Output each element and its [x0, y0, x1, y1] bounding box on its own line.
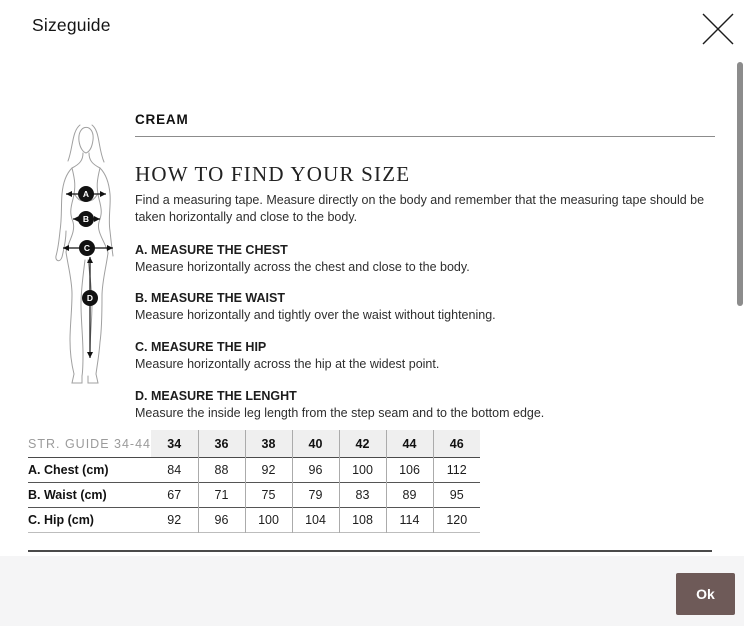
size-guide-label: STR. GUIDE 34-44 — [28, 436, 151, 451]
footer-divider — [28, 550, 712, 552]
table-row-chest — [28, 458, 480, 483]
cell-value: 112 — [433, 458, 480, 483]
table-row-waist — [28, 483, 480, 508]
body-figure-illustration — [42, 110, 132, 388]
figure-label-d: D — [86, 293, 94, 303]
section-title: D. MEASURE THE LENGHT — [135, 389, 297, 404]
cell-value: 83 — [339, 483, 386, 508]
brand-name: CREAM — [135, 112, 715, 137]
size-column-header: 38 — [245, 430, 292, 458]
table-row-hip — [28, 508, 480, 533]
figure-label-b: B — [82, 214, 90, 224]
section-chest — [135, 243, 715, 276]
cell-value: 95 — [433, 483, 480, 508]
cell-value: 89 — [386, 483, 433, 508]
size-column-header: 42 — [339, 430, 386, 458]
section-text: Measure horizontally and tightly over the waist without tightening. — [135, 308, 496, 323]
cell-value: 104 — [292, 508, 339, 533]
section-length — [135, 389, 715, 422]
row-label: A. Chest (cm) — [28, 463, 109, 477]
section-hip — [135, 340, 715, 373]
section-title: B. MEASURE THE WAIST — [135, 291, 286, 306]
page-title: Sizeguide — [32, 15, 111, 35]
cell-value: 114 — [386, 508, 433, 533]
figure-label-c: C — [83, 243, 91, 253]
figure-label-a: A — [82, 189, 90, 199]
cell-value: 96 — [292, 458, 339, 483]
size-table-header-row — [28, 430, 480, 458]
guide-intro: Find a measuring tape. Measure directly on the body and remember that the measuring tape should be taken horizontally and close to the body. — [135, 193, 705, 225]
row-label: B. Waist (cm) — [28, 488, 107, 502]
cell-value: 100 — [245, 508, 292, 533]
section-text: Measure the inside leg length from the step seam and to the bottom edge. — [135, 406, 545, 421]
footer-bar — [0, 556, 744, 626]
body-measurement-figure — [42, 110, 132, 388]
waist-measure-arrow — [73, 211, 100, 227]
cell-value: 88 — [198, 458, 245, 483]
size-column-header: 40 — [292, 430, 339, 458]
chest-measure-arrow — [66, 186, 106, 202]
section-text: Measure horizontally across the hip at the widest point. — [135, 357, 440, 372]
cell-value: 106 — [386, 458, 433, 483]
size-column-header: 34 — [151, 430, 198, 458]
size-column-header: 46 — [433, 430, 480, 458]
cell-value: 92 — [167, 513, 182, 527]
cell-value: 96 — [198, 508, 245, 533]
close-icon — [699, 10, 737, 48]
cell-value: 120 — [433, 508, 480, 533]
length-measure-arrow — [82, 257, 98, 358]
ok-button[interactable]: Ok — [676, 573, 735, 615]
scrollbar-thumb[interactable] — [737, 62, 743, 306]
cell-value: 67 — [167, 488, 182, 502]
cell-value: 71 — [198, 483, 245, 508]
section-title: A. MEASURE THE CHEST — [135, 242, 288, 257]
cell-value: 84 — [167, 463, 182, 477]
guide-content — [135, 112, 715, 438]
cell-value: 108 — [339, 508, 386, 533]
cell-value: 92 — [245, 458, 292, 483]
row-label: C. Hip (cm) — [28, 513, 94, 527]
section-waist — [135, 291, 715, 324]
size-column-header: 36 — [198, 430, 245, 458]
cell-value: 100 — [339, 458, 386, 483]
cell-value: 75 — [245, 483, 292, 508]
hip-measure-arrow — [63, 240, 113, 256]
size-table — [28, 430, 480, 533]
size-column-header: 44 — [386, 430, 433, 458]
guide-heading: HOW TO FIND YOUR SIZE — [135, 162, 411, 186]
close-button[interactable] — [699, 10, 737, 48]
section-title: C. MEASURE THE HIP — [135, 340, 267, 355]
cell-value: 79 — [292, 483, 339, 508]
section-text: Measure horizontally across the chest and close to the body. — [135, 259, 470, 274]
